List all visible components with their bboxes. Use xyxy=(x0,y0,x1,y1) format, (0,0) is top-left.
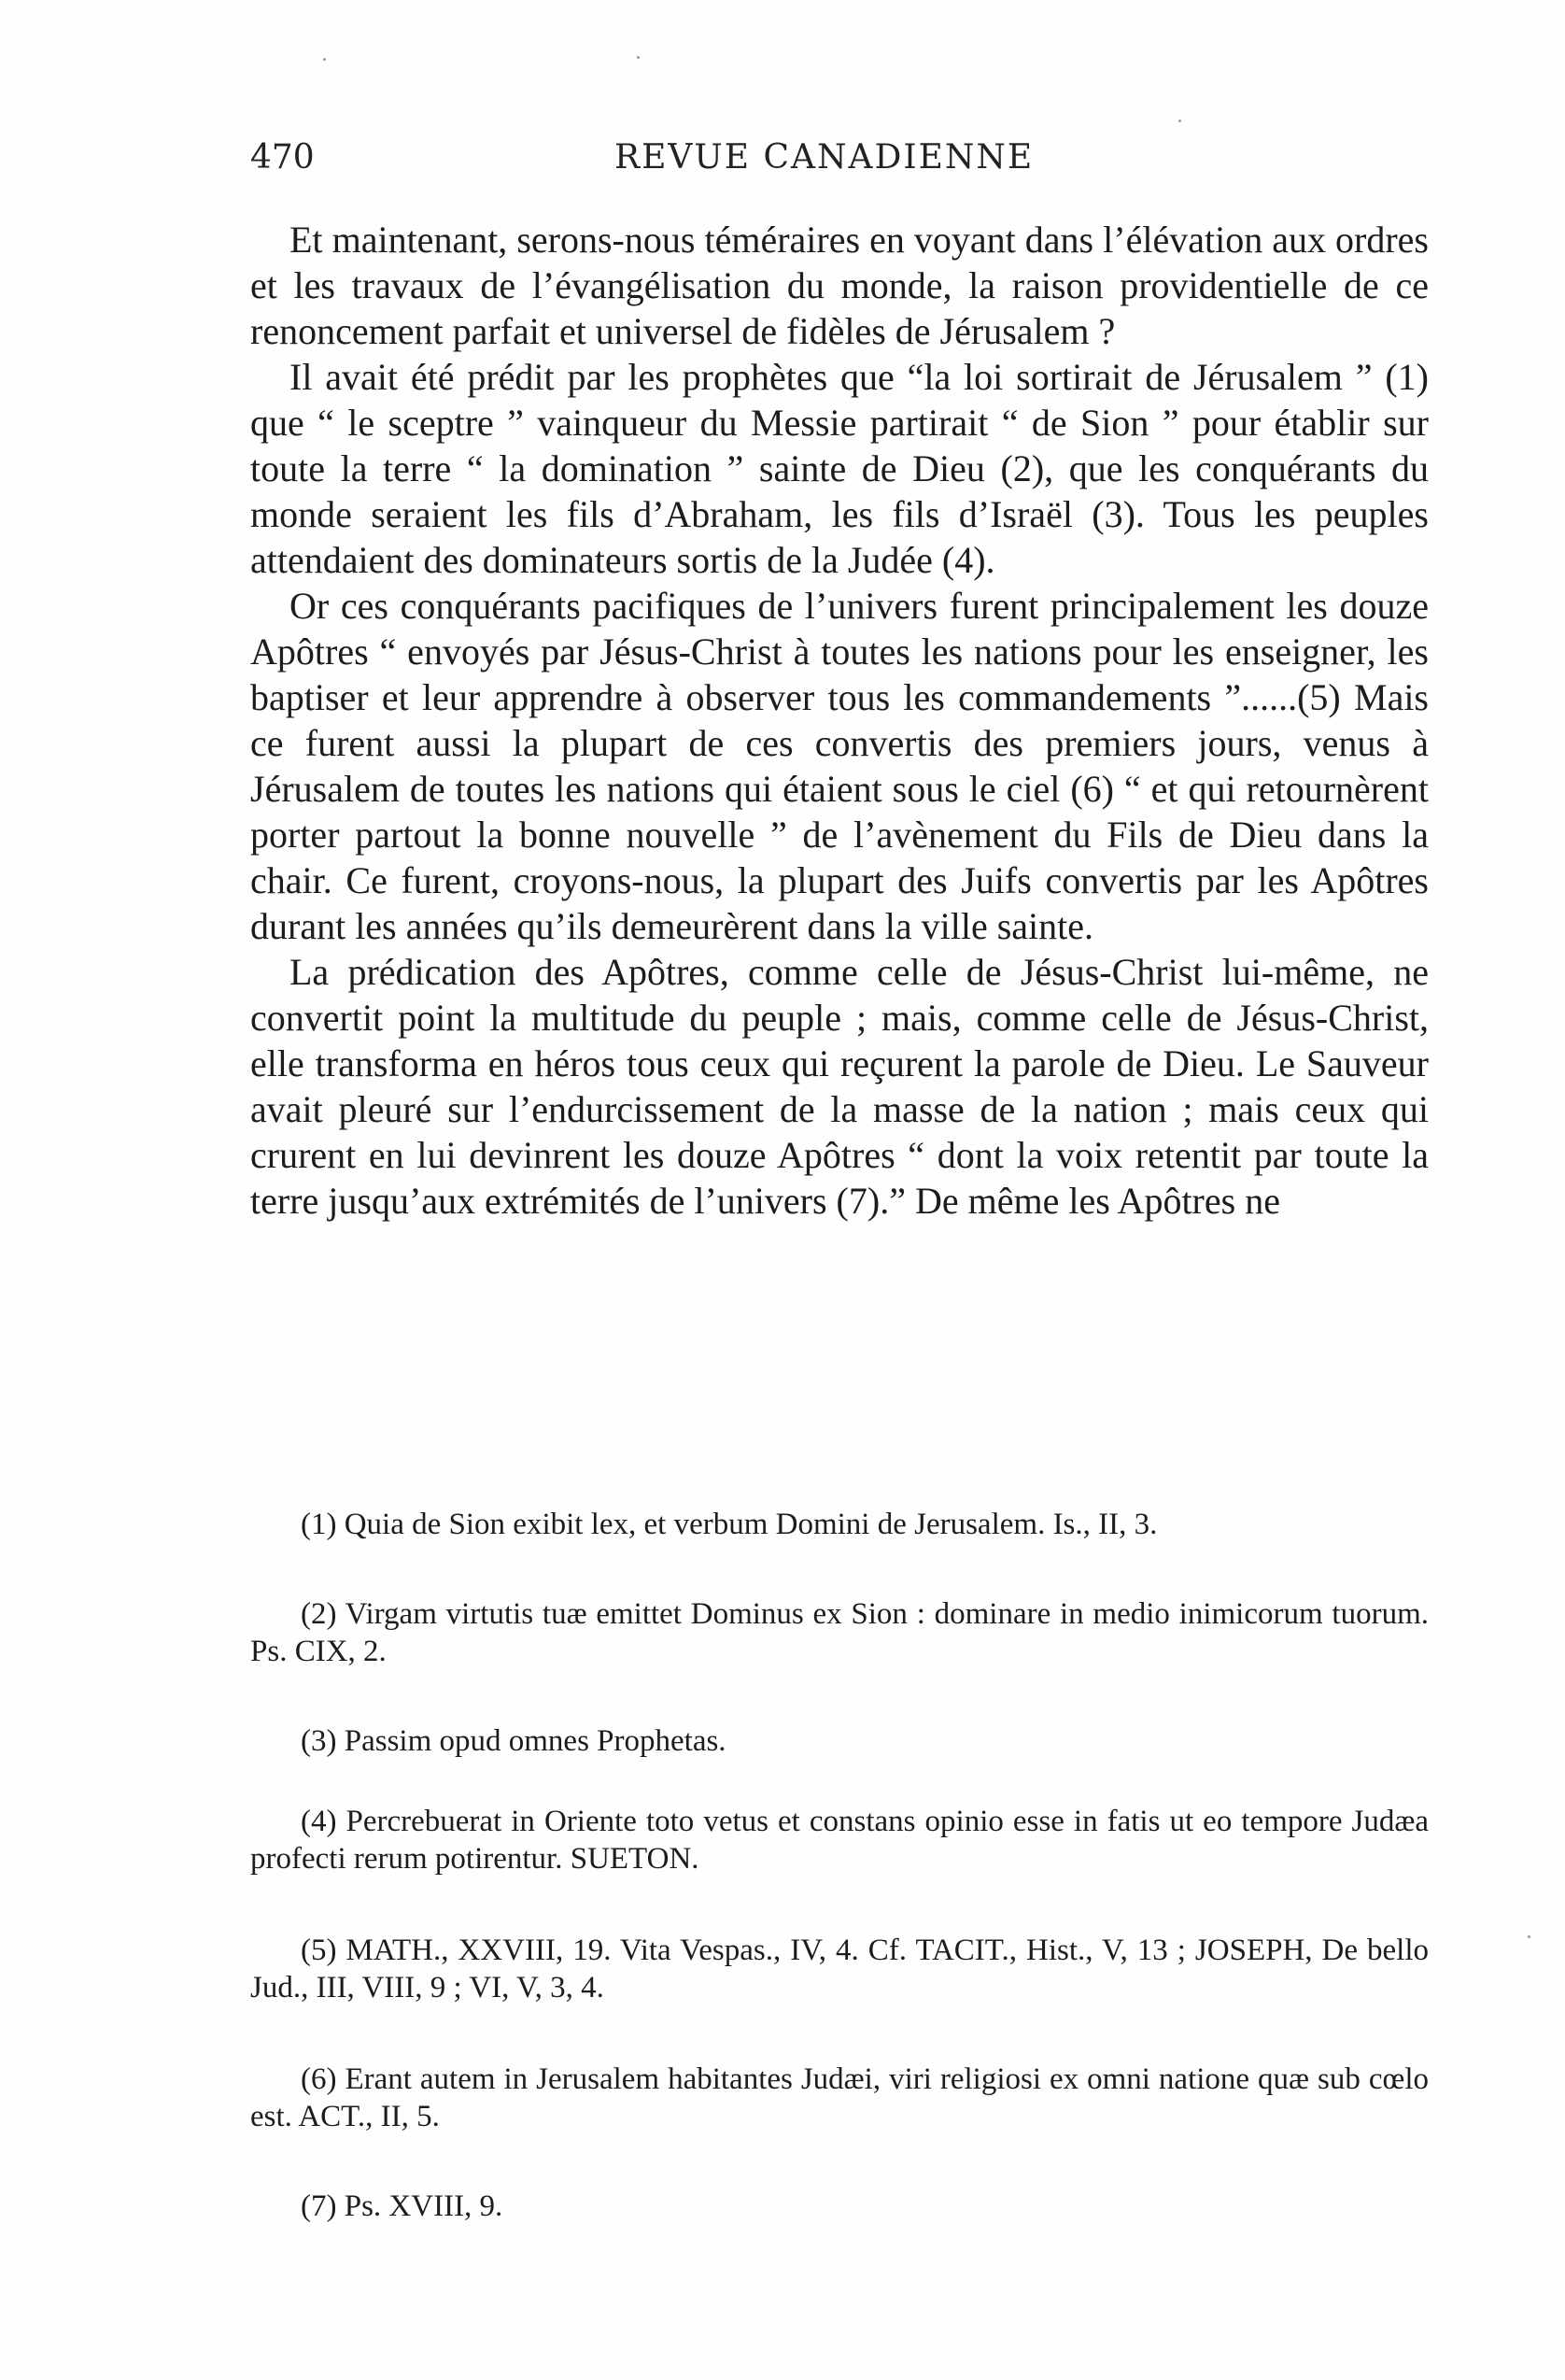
footnote: (4) Percrebuerat in Oriente toto vetus et constans opinio esse in fatis ut eo tempore Judæa profecti rerum potirentur. SUETON. xyxy=(250,1805,1429,1876)
running-title: REVUE CANADIENNE xyxy=(614,138,1035,177)
main-text xyxy=(250,217,1429,1224)
footnote: (5) MATH., XXVIII, 19. Vita Vespas., IV, 4. Cf. TACIT., Hist., V, 13 ; JOSEPH, De bello Jud., III, VIII, 9 ; VI, V, 3, 4. xyxy=(250,1934,1429,2005)
footnote: (3) Passim opud omnes Prophetas. xyxy=(301,1724,726,1758)
scan-speck xyxy=(1528,1935,1530,1938)
paragraph: Or ces conquérants pacifiques de l’univers furent principalement les douze Apôtres “ envoyés par Jésus-Christ à toutes les nations pour les enseigner, les baptiser et leur apprendre à observer tous les commandements ”......(5) Mais ce furent aussi la plupart de ces convertis des premiers jours, venus à Jérusalem de toutes les nations qui étaient sous le ciel (6) “ et qui retournèrent porter partout la bonne nouvelle ” de l’avènement du Fils de Dieu dans la chair. Ce furent, croyons-nous, la plupart des Juifs convertis par les Apôtres durant les années qu’ils demeurèrent dans la ville sainte. xyxy=(250,585,1429,947)
paragraph: Et maintenant, serons-nous téméraires en voyant dans l’élévation aux ordres et les travaux de l’évangélisation du monde, la raison providentielle de ce renoncement parfait et universel de fidèles de Jérusalem ? xyxy=(250,219,1429,352)
scan-speck xyxy=(1178,120,1181,122)
footnote: (2) Virgam virtutis tuæ emittet Dominus ex Sion : dominare in medio inimicorum tuorum. Ps. CIX, 2. xyxy=(250,1597,1429,1668)
scan-speck xyxy=(323,58,326,61)
page-number: 470 xyxy=(250,138,315,177)
scan-speck xyxy=(637,56,640,59)
footnote: (6) Erant autem in Jerusalem habitantes Judæi, viri religiosi ex omni natione quæ sub cœlo est. ACT., II, 5. xyxy=(250,2062,1429,2133)
page-header xyxy=(250,138,1360,194)
footnote: (1) Quia de Sion exibit lex, et verbum Domini de Jerusalem. Is., II, 3. xyxy=(301,1508,1158,1541)
footnote: (7) Ps. XVIII, 9. xyxy=(301,2189,503,2223)
paragraph: Il avait été prédit par les prophètes que “la loi sortirait de Jérusalem ” (1) que “ le sceptre ” vainqueur du Messie partirait “ de Sion ” pour établir sur toute la terre “ la domination ” sainte de Dieu (2), que les conquérants du monde seraient les fils d’Abraham, les fils d’Israël (3). Tous les peuples attendaient des dominateurs sortis de la Judée (4). xyxy=(250,356,1429,581)
paragraph: La prédication des Apôtres, comme celle de Jésus-Christ lui-même, ne convertit point la multitude du peuple ; mais, comme celle de Jésus-Christ, elle transforma en héros tous ceux qui reçurent la parole de Dieu. Le Sauveur avait pleuré sur l’endurcissement de la masse de la nation ; mais ceux qui crurent en lui devinrent les douze Apôtres “ dont la voix retentit par toute la terre jusqu’aux extrémités de l’univers (7).” De même les Apôtres ne xyxy=(250,951,1429,1222)
